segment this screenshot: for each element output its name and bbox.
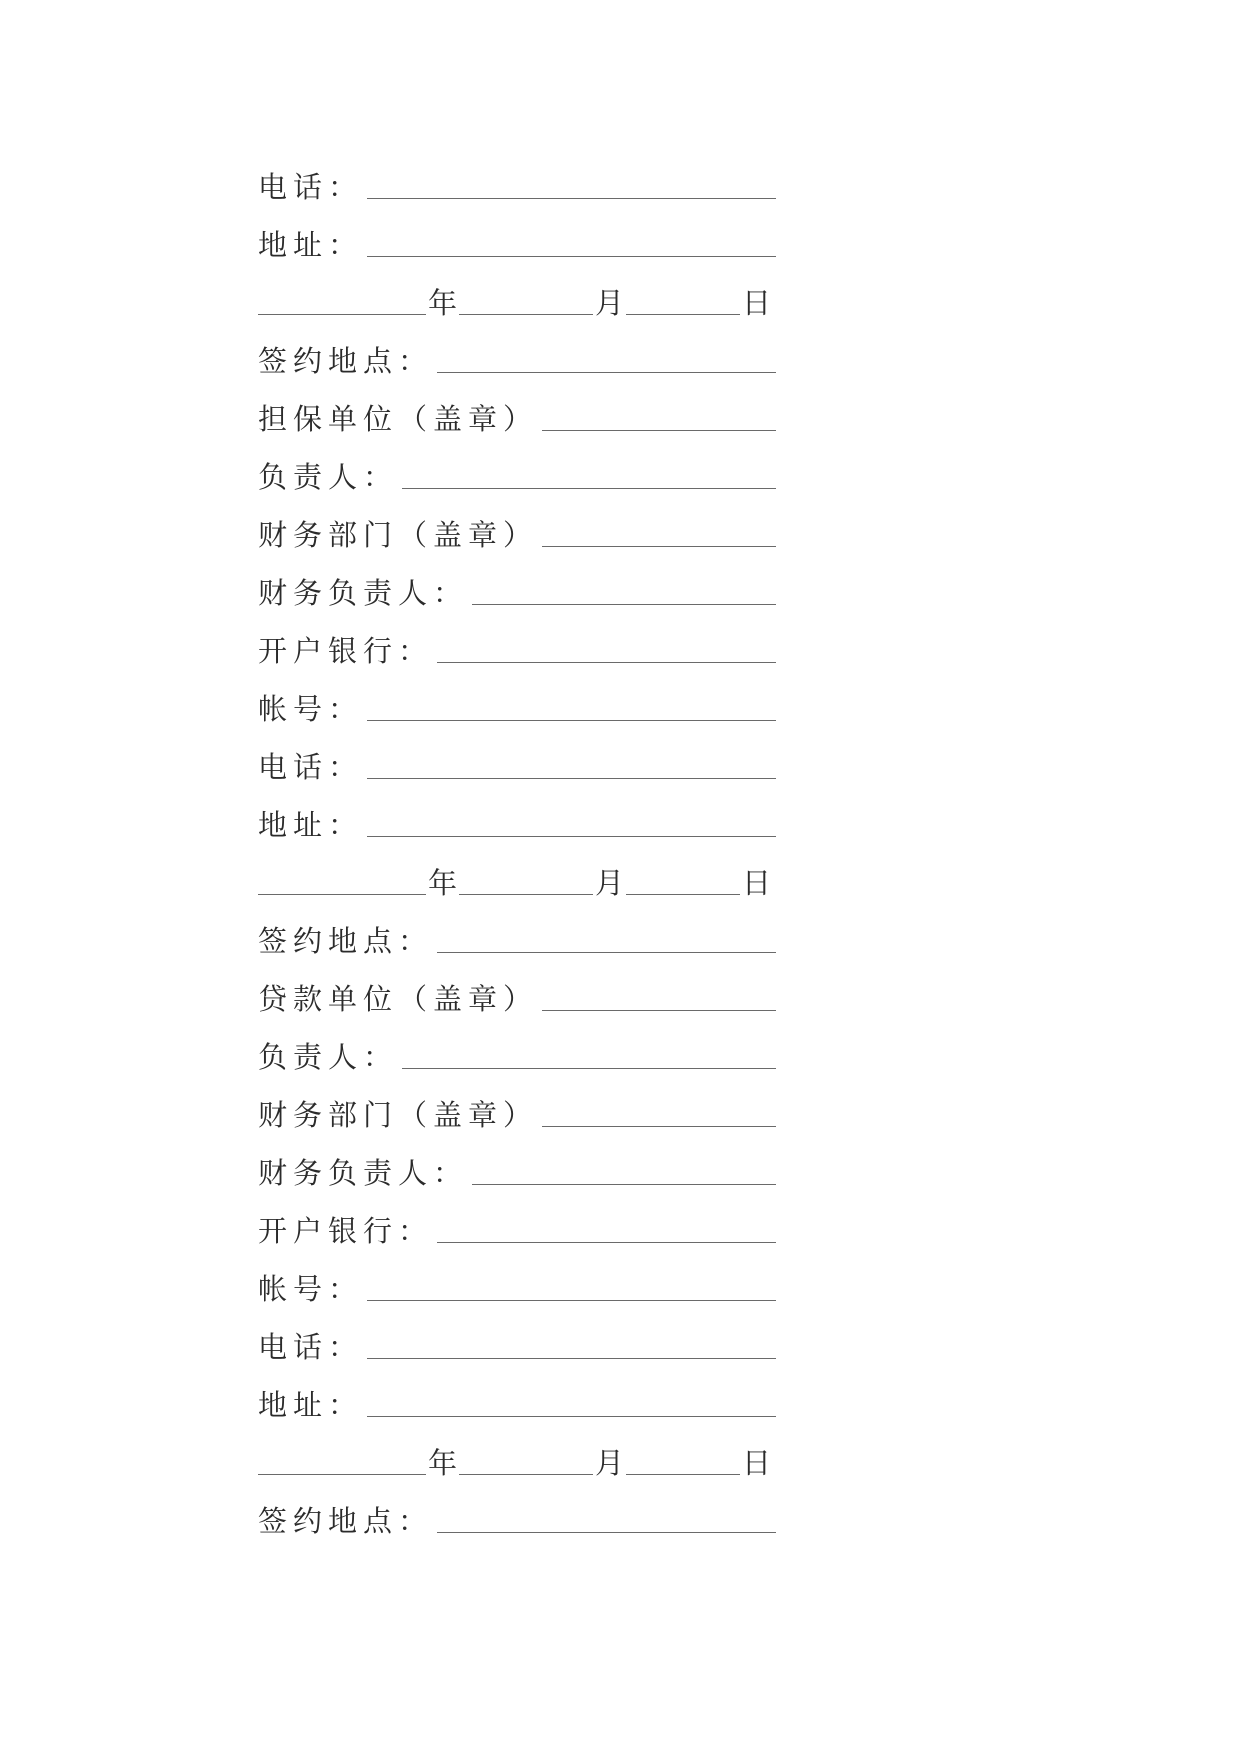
fill-in-blank[interactable] [367, 1299, 776, 1301]
field-label: 开户银行： [258, 1214, 434, 1248]
field-label: 签约地点： [258, 344, 434, 378]
field-label: 负责人： [258, 1040, 399, 1074]
account-field-1 [258, 689, 776, 729]
year-blank[interactable] [258, 1473, 426, 1475]
fill-in-blank[interactable] [472, 1183, 776, 1185]
field-label: 开户银行： [258, 634, 434, 668]
fill-in-blank[interactable] [437, 371, 776, 373]
fill-in-blank[interactable] [367, 1415, 776, 1417]
fill-in-blank[interactable] [402, 1067, 776, 1069]
fill-in-blank[interactable] [542, 1125, 776, 1127]
lender-seal-field [258, 979, 776, 1019]
fill-in-blank[interactable] [367, 197, 776, 199]
guarantor-seal-field [258, 399, 776, 439]
person-in-charge-field-1 [258, 457, 776, 497]
field-label: 地址： [258, 228, 364, 262]
date-line-3 [258, 1443, 776, 1483]
bank-field-2 [258, 1211, 776, 1251]
field-label: 电话： [258, 170, 364, 204]
day-blank[interactable] [626, 313, 740, 315]
day-unit: 日 [742, 866, 772, 900]
address-field-2 [258, 805, 776, 845]
field-label: 财务负责人： [258, 1156, 469, 1190]
fill-in-blank[interactable] [542, 545, 776, 547]
field-label: 地址： [258, 808, 364, 842]
field-label: 负责人： [258, 460, 399, 494]
address-field-3 [258, 1385, 776, 1425]
fill-in-blank[interactable] [367, 719, 776, 721]
year-blank[interactable] [258, 893, 426, 895]
field-label: 电话： [258, 1330, 364, 1364]
month-blank[interactable] [459, 1473, 593, 1475]
date-line-1 [258, 283, 776, 323]
account-field-2 [258, 1269, 776, 1309]
fill-in-blank[interactable] [542, 1009, 776, 1011]
field-label: 财务部门（盖章） [258, 1098, 539, 1132]
month-unit: 月 [595, 1446, 625, 1480]
month-blank[interactable] [459, 313, 593, 315]
address-field-1 [258, 225, 776, 265]
date-line-2 [258, 863, 776, 903]
fill-in-blank[interactable] [437, 1241, 776, 1243]
day-blank[interactable] [626, 1473, 740, 1475]
field-label: 帐号： [258, 692, 364, 726]
fill-in-blank[interactable] [472, 603, 776, 605]
fill-in-blank[interactable] [367, 835, 776, 837]
year-blank[interactable] [258, 313, 426, 315]
month-unit: 月 [595, 286, 625, 320]
fill-in-blank[interactable] [367, 777, 776, 779]
finance-dept-seal-field-1 [258, 515, 776, 555]
person-in-charge-field-2 [258, 1037, 776, 1077]
phone-field-3 [258, 1327, 776, 1367]
field-label: 电话： [258, 750, 364, 784]
phone-field-1 [258, 167, 776, 207]
field-label: 签约地点： [258, 924, 434, 958]
day-unit: 日 [742, 286, 772, 320]
field-label: 签约地点： [258, 1504, 434, 1538]
finance-dept-seal-field-2 [258, 1095, 776, 1135]
bank-field-1 [258, 631, 776, 671]
day-blank[interactable] [626, 893, 740, 895]
field-label: 地址： [258, 1388, 364, 1422]
signing-place-field-2 [258, 921, 776, 961]
year-unit: 年 [428, 1446, 458, 1480]
month-unit: 月 [595, 866, 625, 900]
signing-place-field-3 [258, 1501, 776, 1541]
fill-in-blank[interactable] [437, 1531, 776, 1533]
fill-in-blank[interactable] [437, 951, 776, 953]
field-label: 财务负责人： [258, 576, 469, 610]
fill-in-blank[interactable] [367, 1357, 776, 1359]
finance-head-field-1 [258, 573, 776, 613]
year-unit: 年 [428, 866, 458, 900]
fill-in-blank[interactable] [402, 487, 776, 489]
month-blank[interactable] [459, 893, 593, 895]
field-label: 帐号： [258, 1272, 364, 1306]
field-label: 担保单位（盖章） [258, 402, 539, 436]
fill-in-blank[interactable] [542, 429, 776, 431]
finance-head-field-2 [258, 1153, 776, 1193]
field-label: 财务部门（盖章） [258, 518, 539, 552]
fill-in-blank[interactable] [437, 661, 776, 663]
signing-place-field-1 [258, 341, 776, 381]
phone-field-2 [258, 747, 776, 787]
fill-in-blank[interactable] [367, 255, 776, 257]
day-unit: 日 [742, 1446, 772, 1480]
year-unit: 年 [428, 286, 458, 320]
field-label: 贷款单位（盖章） [258, 982, 539, 1016]
